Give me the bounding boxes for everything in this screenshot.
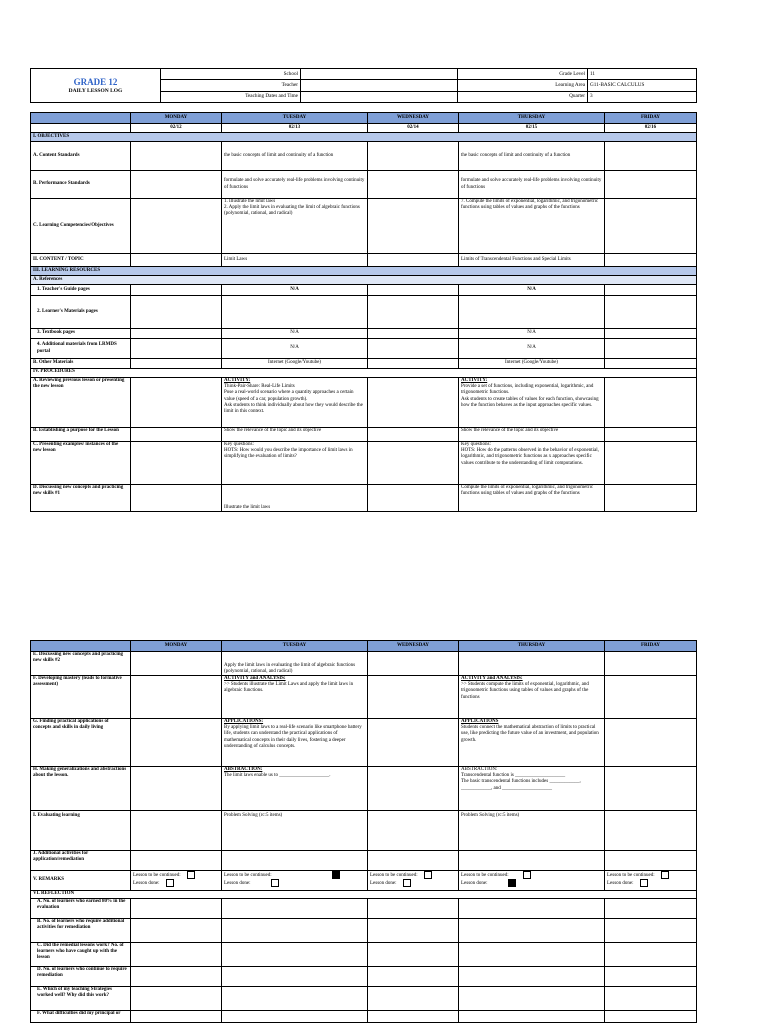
day-friday: FRIDAY	[605, 113, 697, 124]
cell-add-thu[interactable]: N/A	[459, 339, 605, 359]
proc-a-tue-text: Think-Pair-Share: Real-Life Limits Pose a real-world scenario where a quantity approaches a certain value (speed of a car, population growth). Ask students to think individually about how they would describe the limit in this context.	[224, 384, 363, 415]
cell-editable[interactable]	[459, 967, 605, 987]
proc-g-tue-title: APPLICATIONS:	[224, 719, 264, 724]
checkbox-continued-tue[interactable]	[332, 871, 340, 879]
cell-textbook-thu[interactable]: N/A	[459, 329, 605, 339]
cell-editable[interactable]	[131, 919, 222, 943]
row-label-proc-c: C. Presenting examples/ instances of the new lesson	[31, 442, 131, 485]
cell-editable[interactable]	[459, 851, 605, 871]
cell-content-standards-thu[interactable]: the basic concepts of limit and continuity of a function	[459, 142, 605, 171]
row-label-ref-f: F. What difficulties did my principal or	[31, 1011, 131, 1023]
cell-content-standards-tue[interactable]: the basic concepts of limit and continuity of a function	[222, 142, 368, 171]
cell-editable[interactable]	[368, 899, 459, 919]
cell-proc-i-thu[interactable]: Problem Solving (rc:5 items)	[459, 811, 605, 851]
day-monday: MONDAY	[131, 113, 222, 124]
cell-proc-d-thu[interactable]: Compute the limits of exponential, logarithmic, and trigonometric functions using tables of values and graphs of the functions	[459, 485, 605, 512]
row-label-proc-e: E. Discussing new concepts and practicing new skills #2	[31, 652, 131, 676]
cell-editable[interactable]	[605, 359, 697, 369]
cell-editable[interactable]	[605, 719, 697, 767]
cell-editable[interactable]	[368, 485, 459, 512]
grade-level-label: Grade Level	[458, 69, 588, 80]
row-label-ref-a: A. No. of learners who earned 80% in the evaluation	[31, 899, 131, 919]
checkbox-done-mon[interactable]	[166, 879, 174, 887]
dates-label: Teaching Dates and Time	[161, 91, 301, 102]
proc-g-thu-text: Students connect the mathematical abstraction of limits to practical use, like predicting the future value of an investment, and population growth.	[461, 725, 599, 743]
quarter-field[interactable]: 3	[588, 91, 697, 102]
cell-editable[interactable]	[605, 485, 697, 512]
cell-editable[interactable]	[605, 851, 697, 871]
cell-editable[interactable]	[605, 142, 697, 171]
checkbox-done-fri[interactable]	[640, 879, 648, 887]
row-label-ref-c: C. Did the remedial lessons work? No. of learners who have caught up with the lesson	[31, 943, 131, 967]
row-label-performance-standards: B. Performance Standards	[31, 171, 131, 199]
cell-proc-h-tue[interactable]	[222, 767, 368, 811]
done-label: Lesson done:	[607, 881, 634, 887]
row-label-proc-h: H. Making generalizations and abstractions about the lesson.	[31, 767, 131, 811]
cell-editable[interactable]	[459, 919, 605, 943]
teacher-field[interactable]	[301, 80, 458, 91]
row-label-proc-d: D. Discussing new concepts and practicing new skills #1	[31, 485, 131, 512]
row-label-other-materials: B. Other Materials	[31, 359, 131, 369]
cell-editable[interactable]	[368, 285, 459, 296]
day-wednesday: WEDNESDAY	[368, 113, 459, 124]
cell-editable[interactable]	[605, 899, 697, 919]
cell-editable[interactable]	[131, 943, 222, 967]
cell-other-tue[interactable]: Internet (Google/Youtube)	[222, 359, 368, 369]
cell-editable[interactable]	[131, 428, 222, 442]
row-label-remarks: V. REMARKS	[31, 871, 131, 891]
cell-proc-b-tue[interactable]: Show the relevance of the topic and its objective	[222, 428, 368, 442]
cell-proc-h-thu[interactable]	[459, 767, 605, 811]
day-header-row	[31, 113, 697, 124]
cell-editable[interactable]	[368, 1011, 459, 1023]
cell-proc-a-tue[interactable]	[222, 378, 368, 428]
day-tuesday: TUESDAY	[222, 641, 368, 652]
cell-performance-thu[interactable]: formulate and solve accurately real-life problems involving continuity of functions	[459, 171, 605, 199]
cell-competencies-tue[interactable]: 1. Illustrate the limit laws 2. Apply the limit laws in evaluating the limit of algebraic functions (polynomial, rational, and radical)	[222, 199, 368, 254]
remarks-tuesday	[222, 871, 368, 891]
cell-proc-f-tue[interactable]	[222, 676, 368, 719]
teacher-label: Teacher	[161, 80, 301, 91]
cell-editable[interactable]	[368, 767, 459, 811]
cell-proc-c-tue[interactable]: Key questions: HOTS: How would you describe the importance of limit laws in simplifying the evaluation of limits?	[222, 442, 368, 485]
day-header-blank	[31, 113, 131, 124]
cell-editable[interactable]	[222, 851, 368, 871]
cell-editable[interactable]	[605, 428, 697, 442]
row-label-proc-a: A. Reviewing previous lesson or presenting the new lesson	[31, 378, 131, 428]
log-title: DAILY LESSON LOG	[68, 87, 123, 94]
cell-add-tue[interactable]: N/A	[222, 339, 368, 359]
continued-label: Lesson to be continued:	[133, 873, 181, 879]
section-learning-resources: III. LEARNING RESOURCES	[31, 267, 697, 276]
row-label-textbook: 3. Textbook pages	[31, 329, 131, 339]
cell-editable[interactable]	[131, 199, 222, 254]
proc-f-thu-text: >> Students compute the limits of exponential, logarithmic, and trigonometric functions using tables of values and graphs of the functions	[461, 682, 589, 700]
continued-label: Lesson to be continued:	[370, 873, 418, 879]
cell-editable[interactable]	[131, 767, 222, 811]
row-label-ref-e: E. Which of my teaching Strategies worked well? Why did this work?	[31, 987, 131, 1011]
cell-editable[interactable]	[605, 296, 697, 329]
date-monday: 02/12	[131, 124, 222, 133]
checkbox-continued-wed[interactable]	[424, 871, 432, 879]
proc-g-tue-text: By applying limit laws to a real-life scenario like smartphone battery life, students can understand the practical applications of mathematical concepts in their daily lives, fostering a deeper understanding of calculus concepts.	[224, 725, 362, 749]
cell-editable[interactable]	[605, 811, 697, 851]
remarks-monday	[131, 871, 222, 891]
cell-editable[interactable]	[368, 428, 459, 442]
cell-editable[interactable]	[459, 943, 605, 967]
day-monday: MONDAY	[131, 641, 222, 652]
cell-proc-f-thu[interactable]	[459, 676, 605, 719]
cell-editable[interactable]	[459, 296, 605, 329]
proc-a-thu-title: ACTIVITY:	[461, 378, 488, 383]
section-procedures: IV. PROCEDURES	[31, 369, 697, 378]
cell-editable[interactable]	[222, 967, 368, 987]
row-label-proc-j: J. Additional activities for application/remediation	[31, 851, 131, 871]
cell-editable[interactable]	[368, 171, 459, 199]
grade-block	[31, 69, 161, 103]
cell-editable[interactable]	[368, 652, 459, 676]
cell-editable[interactable]	[368, 378, 459, 428]
cell-editable[interactable]	[605, 987, 697, 1011]
checkbox-continued-mon[interactable]	[187, 871, 195, 879]
learning-area-label: Learning Area	[458, 80, 588, 91]
cell-editable[interactable]	[131, 967, 222, 987]
cell-editable[interactable]	[605, 652, 697, 676]
remarks-wednesday	[368, 871, 459, 891]
cell-editable[interactable]	[131, 359, 222, 369]
date-thursday: 02/15	[459, 124, 605, 133]
cell-editable[interactable]	[368, 359, 459, 369]
checkbox-continued-fri[interactable]	[661, 871, 669, 879]
proc-h-thu-title: ABSTRACTION:	[461, 767, 498, 772]
proc-g-thu-title: APPLICATIONS	[461, 719, 499, 724]
row-label-proc-f: F. Developing mastery (leads to formative assessment)	[31, 676, 131, 719]
cell-editable[interactable]	[605, 676, 697, 719]
day-header-row-page2	[31, 641, 697, 652]
cell-editable[interactable]	[368, 987, 459, 1011]
row-label-proc-b: B. Establishing a purpose for the Lesson	[31, 428, 131, 442]
cell-topic-tue[interactable]: Limit Laws	[222, 254, 368, 267]
row-label-ref-d: D. No. of learners who continue to require remediation	[31, 967, 131, 987]
lesson-log-table-page1	[30, 112, 697, 512]
cell-editable[interactable]	[131, 899, 222, 919]
cell-editable[interactable]	[222, 899, 368, 919]
checkbox-continued-thu[interactable]	[523, 871, 531, 879]
cell-tg-tue[interactable]: N/A	[222, 285, 368, 296]
cell-editable[interactable]	[368, 329, 459, 339]
day-tuesday: TUESDAY	[222, 113, 368, 124]
cell-editable[interactable]	[131, 851, 222, 871]
cell-proc-i-tue[interactable]: Problem Solving (rc:5 items)	[222, 811, 368, 851]
cell-editable[interactable]	[131, 676, 222, 719]
cell-editable[interactable]	[459, 987, 605, 1011]
quarter-label: Quarter	[458, 91, 588, 102]
row-label-teachers-guide: 1. Teacher's Guide pages	[31, 285, 131, 296]
cell-proc-c-thu[interactable]: Key questions: HOTS: How do the patterns observed in the behavior of exponential, logarithmic, and trigonometric functions as x approaches specific values contribute to the understanding of limit computations.	[459, 442, 605, 485]
cell-editable[interactable]	[605, 943, 697, 967]
cell-editable[interactable]	[131, 485, 222, 512]
cell-editable[interactable]	[605, 378, 697, 428]
cell-editable[interactable]	[368, 254, 459, 267]
cell-editable[interactable]	[459, 652, 605, 676]
proc-a-tue-title: ACTIVITY:	[224, 378, 251, 383]
cell-editable[interactable]	[605, 171, 697, 199]
grade-title: GRADE 12	[73, 76, 118, 87]
cell-editable[interactable]	[131, 719, 222, 767]
cell-editable[interactable]	[131, 339, 222, 359]
date-row	[31, 124, 697, 133]
cell-editable[interactable]	[605, 442, 697, 485]
done-label: Lesson done:	[224, 881, 251, 887]
cell-editable[interactable]	[131, 378, 222, 428]
proc-a-thu-text: Provide a set of functions, including exponential, logarithmic, and trigonometric functions. Ask students to create tables of values for each function, showcasing how the function behaves as the input approaches specific values.	[461, 384, 599, 408]
row-label-learners-materials: 2. Learner's Materials pages	[31, 296, 131, 329]
cell-editable[interactable]	[368, 919, 459, 943]
proc-h-thu-text: Transcendental function is ____________________ The basic transcendental functions includes ____________, ____________, and ____________________	[461, 773, 581, 791]
day-thursday: THURSDAY	[459, 641, 605, 652]
cell-editable[interactable]	[368, 339, 459, 359]
cell-editable[interactable]	[459, 899, 605, 919]
proc-h-tue-text: The limit laws enable us to ____________________.	[224, 773, 331, 779]
cell-editable[interactable]	[131, 329, 222, 339]
cell-editable[interactable]	[605, 919, 697, 943]
row-label-additional-materials: 4. Additional materials from LRMDS portal	[31, 339, 131, 359]
cell-editable[interactable]	[131, 652, 222, 676]
cell-editable[interactable]	[131, 987, 222, 1011]
dates-field[interactable]	[301, 91, 458, 102]
cell-editable[interactable]	[131, 142, 222, 171]
cell-editable[interactable]	[368, 967, 459, 987]
cell-editable[interactable]	[131, 171, 222, 199]
row-label-content-standards: A. Content Standards	[31, 142, 131, 171]
proc-f-tue-text: >> Students illustrate the Limit Laws and apply the limit laws in algebraic functions.	[224, 682, 354, 694]
cell-other-thu[interactable]: Internet (Google/Youtube)	[459, 359, 605, 369]
section-references: A. References	[31, 276, 697, 285]
cell-editable[interactable]	[368, 811, 459, 851]
done-label: Lesson done:	[370, 881, 397, 887]
cell-editable[interactable]	[222, 987, 368, 1011]
cell-performance-tue[interactable]: formulate and solve accurately real-life problems involving continuity of functions	[222, 171, 368, 199]
cell-tg-thu[interactable]: N/A	[459, 285, 605, 296]
learning-area-field[interactable]: G11-BASIC CALCULUS	[588, 80, 697, 91]
date-friday: 02/16	[605, 124, 697, 133]
remarks-thursday	[459, 871, 605, 891]
school-label: School	[161, 69, 301, 80]
cell-proc-e-tue[interactable]: Apply the limit laws in evaluating the limit of algebraic functions (polynomial, rational, and radical)	[222, 652, 368, 676]
cell-editable[interactable]	[368, 851, 459, 871]
checkbox-done-thu[interactable]	[508, 879, 516, 887]
proc-f-tue-title: ACTIVITY and ANALYSIS:	[224, 676, 286, 681]
cell-proc-b-thu[interactable]: Show the relevance of the topic and its objective	[459, 428, 605, 442]
cell-editable[interactable]	[131, 296, 222, 329]
cell-editable[interactable]	[368, 719, 459, 767]
section-objectives: I. OBJECTIVES	[31, 133, 697, 142]
cell-editable[interactable]	[605, 329, 697, 339]
cell-editable[interactable]	[222, 296, 368, 329]
cell-editable[interactable]	[131, 254, 222, 267]
cell-editable[interactable]	[459, 1011, 605, 1023]
cell-editable[interactable]	[605, 254, 697, 267]
date-tuesday: 02/13	[222, 124, 368, 133]
cell-editable[interactable]	[131, 285, 222, 296]
cell-textbook-tue[interactable]: N/A	[222, 329, 368, 339]
header-table	[30, 68, 697, 103]
row-label-proc-g: G. Finding practical applications of concepts and skills in daily living	[31, 719, 131, 767]
row-label-competencies: C. Learning Competencies/Objectives	[31, 199, 131, 254]
cell-editable[interactable]	[605, 967, 697, 987]
lesson-log-table-page2	[30, 640, 697, 1023]
continued-label: Lesson to be continued:	[461, 873, 509, 879]
school-field[interactable]	[301, 69, 458, 80]
checkbox-done-tue[interactable]	[271, 879, 279, 887]
cell-proc-d-tue[interactable]: Illustrate the limit laws	[222, 485, 368, 512]
remarks-friday	[605, 871, 697, 891]
row-label-ref-b: B. No. of learners who require additional activities for remediation	[31, 919, 131, 943]
day-wednesday: WEDNESDAY	[368, 641, 459, 652]
checkbox-done-wed[interactable]	[403, 879, 411, 887]
done-label: Lesson done:	[461, 881, 488, 887]
cell-proc-a-thu[interactable]	[459, 378, 605, 428]
row-label-proc-i: I. Evaluating learning	[31, 811, 131, 851]
cell-editable[interactable]	[368, 296, 459, 329]
day-thursday: THURSDAY	[459, 113, 605, 124]
cell-topic-thu[interactable]: Limits of Transcendental Functions and Special Limits	[459, 254, 605, 267]
cell-editable[interactable]	[131, 811, 222, 851]
cell-competencies-thu[interactable]: 7. Compute the limits of exponential, logarithmic, and trigonometric functions using tables of values and graphs of the functions	[459, 199, 605, 254]
proc-f-thu-title: ACTIVITY and ANALYSIS:	[461, 676, 523, 681]
section-reflection: VI. REFLECTION	[31, 891, 697, 899]
continued-label: Lesson to be continued:	[607, 873, 655, 879]
cell-editable[interactable]	[368, 142, 459, 171]
date-blank	[31, 124, 131, 133]
cell-editable[interactable]	[131, 1011, 222, 1023]
proc-h-tue-title: ABSTRACTION:	[224, 767, 263, 772]
grade-level-field[interactable]: 11	[588, 69, 697, 80]
cell-editable[interactable]	[605, 199, 697, 254]
cell-proc-g-tue[interactable]	[222, 719, 368, 767]
cell-editable[interactable]	[131, 442, 222, 485]
cell-editable[interactable]	[368, 943, 459, 967]
cell-editable[interactable]	[222, 1011, 368, 1023]
cell-editable[interactable]	[605, 285, 697, 296]
cell-editable[interactable]	[605, 339, 697, 359]
cell-editable[interactable]	[368, 442, 459, 485]
cell-editable[interactable]	[222, 943, 368, 967]
cell-proc-g-thu[interactable]	[459, 719, 605, 767]
cell-editable[interactable]	[605, 1011, 697, 1023]
cell-editable[interactable]	[368, 676, 459, 719]
done-label: Lesson done:	[133, 881, 160, 887]
cell-editable[interactable]	[368, 199, 459, 254]
date-wednesday: 02/14	[368, 124, 459, 133]
day-header-blank	[31, 641, 131, 652]
cell-editable[interactable]	[605, 767, 697, 811]
day-friday: FRIDAY	[605, 641, 697, 652]
row-label-content-topic: II. CONTENT / TOPIC	[31, 254, 131, 267]
continued-label: Lesson to be continued:	[224, 873, 272, 879]
cell-editable[interactable]	[222, 919, 368, 943]
